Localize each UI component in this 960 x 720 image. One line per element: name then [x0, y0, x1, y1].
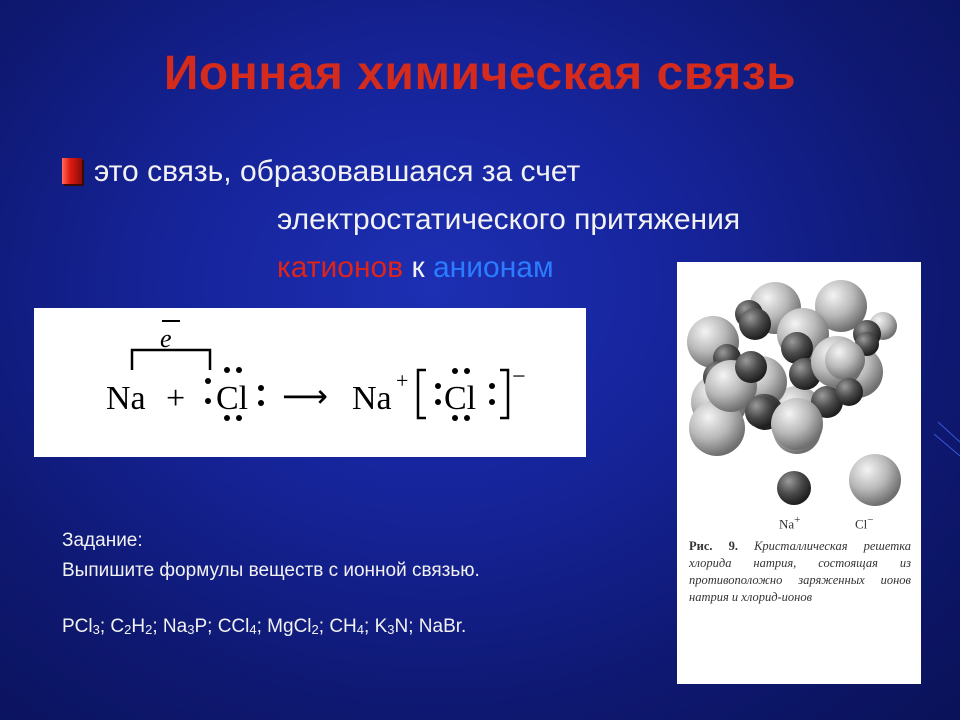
formula-symbol: N — [394, 616, 409, 637]
cations-word: катионов — [277, 251, 404, 284]
cl-charge: − — [512, 364, 526, 390]
formula-item — [62, 616, 100, 637]
formula-subscript: 2 — [145, 622, 153, 637]
corner-decoration — [930, 420, 960, 460]
formula-symbol: MgCl — [267, 616, 312, 637]
figure-description: Кристаллическая решетка хлорида натрия, состоящая из противоположно заряженных ионов натрия и хлорид-ионов — [689, 539, 912, 604]
formula-symbol: CCl — [217, 616, 250, 637]
slide-title: Ионная химическая связь — [163, 47, 797, 100]
lattice-spheres — [687, 280, 897, 456]
bullet-icon — [62, 158, 82, 184]
anions-word: анионам — [433, 251, 554, 284]
formula-subscript: 3 — [187, 622, 195, 637]
definition-line-3 — [277, 251, 554, 285]
task-heading: Задание: — [62, 530, 143, 551]
cl-left: Cl — [216, 380, 249, 417]
formula-subscript: 2 — [311, 622, 319, 637]
formula-symbol: NaBr. — [418, 616, 467, 637]
plus-sign: + — [166, 380, 186, 417]
na-left: Na — [106, 380, 146, 417]
definition-line-2: электростатического притяжения — [277, 203, 741, 236]
formula-item — [218, 616, 257, 637]
formula-item — [329, 616, 364, 637]
formula-list: PCl$_3$; $C_2H_2$; $Na_3P$; CCl$_4$; MgCl$_2$; $CH_4$; $K_3N$; NaBr. — [62, 616, 467, 637]
ionic-equation-diagram — [34, 308, 586, 457]
electron-transfer-bracket — [132, 350, 210, 370]
formula-symbol: PCl — [62, 616, 93, 637]
formula-symbol: CH — [329, 616, 357, 637]
formula-item — [163, 616, 207, 637]
formula-subscript: 2 — [124, 622, 132, 637]
reaction-arrow: ⟶ — [282, 377, 328, 415]
connector-word: к — [411, 251, 425, 284]
cl-ion-label: Cl− — [855, 514, 874, 532]
task-instruction: Выпишите формулы веществ с ионной связью. — [62, 560, 480, 581]
nacl-lattice-illustration — [677, 262, 921, 684]
na-right: Na — [352, 380, 392, 417]
formula-item — [375, 616, 409, 637]
formula-symbol: C — [110, 616, 125, 637]
right-square-bracket — [500, 370, 508, 418]
definition-line-1: это связь, образовавшаяся за счет — [94, 155, 581, 188]
left-square-bracket — [418, 370, 426, 418]
chloride-ion-sample — [849, 454, 901, 506]
formula-symbol: P — [194, 616, 208, 637]
crystal-lattice-figure — [677, 262, 921, 684]
formula-item — [267, 616, 319, 637]
formula-subscript: 4 — [356, 622, 364, 637]
formula-subscript: 3 — [387, 622, 395, 637]
formula-item — [419, 616, 467, 637]
formula-subscript: 4 — [249, 622, 257, 637]
figure-number: Рис. 9. — [689, 539, 738, 553]
formula-item — [110, 616, 152, 637]
na-ion-label: Na+ — [779, 514, 801, 532]
figure-caption — [689, 538, 911, 606]
na-charge: + — [396, 368, 409, 393]
formula-symbol: Na — [162, 616, 188, 637]
sodium-ion-sample — [777, 471, 811, 505]
formula-symbol: H — [131, 616, 146, 637]
cl-right: Cl — [444, 380, 477, 417]
equation-panel — [34, 308, 586, 457]
formula-subscript: 3 — [92, 622, 100, 637]
formula-symbol: K — [374, 616, 388, 637]
electron-symbol: e — [160, 324, 172, 353]
